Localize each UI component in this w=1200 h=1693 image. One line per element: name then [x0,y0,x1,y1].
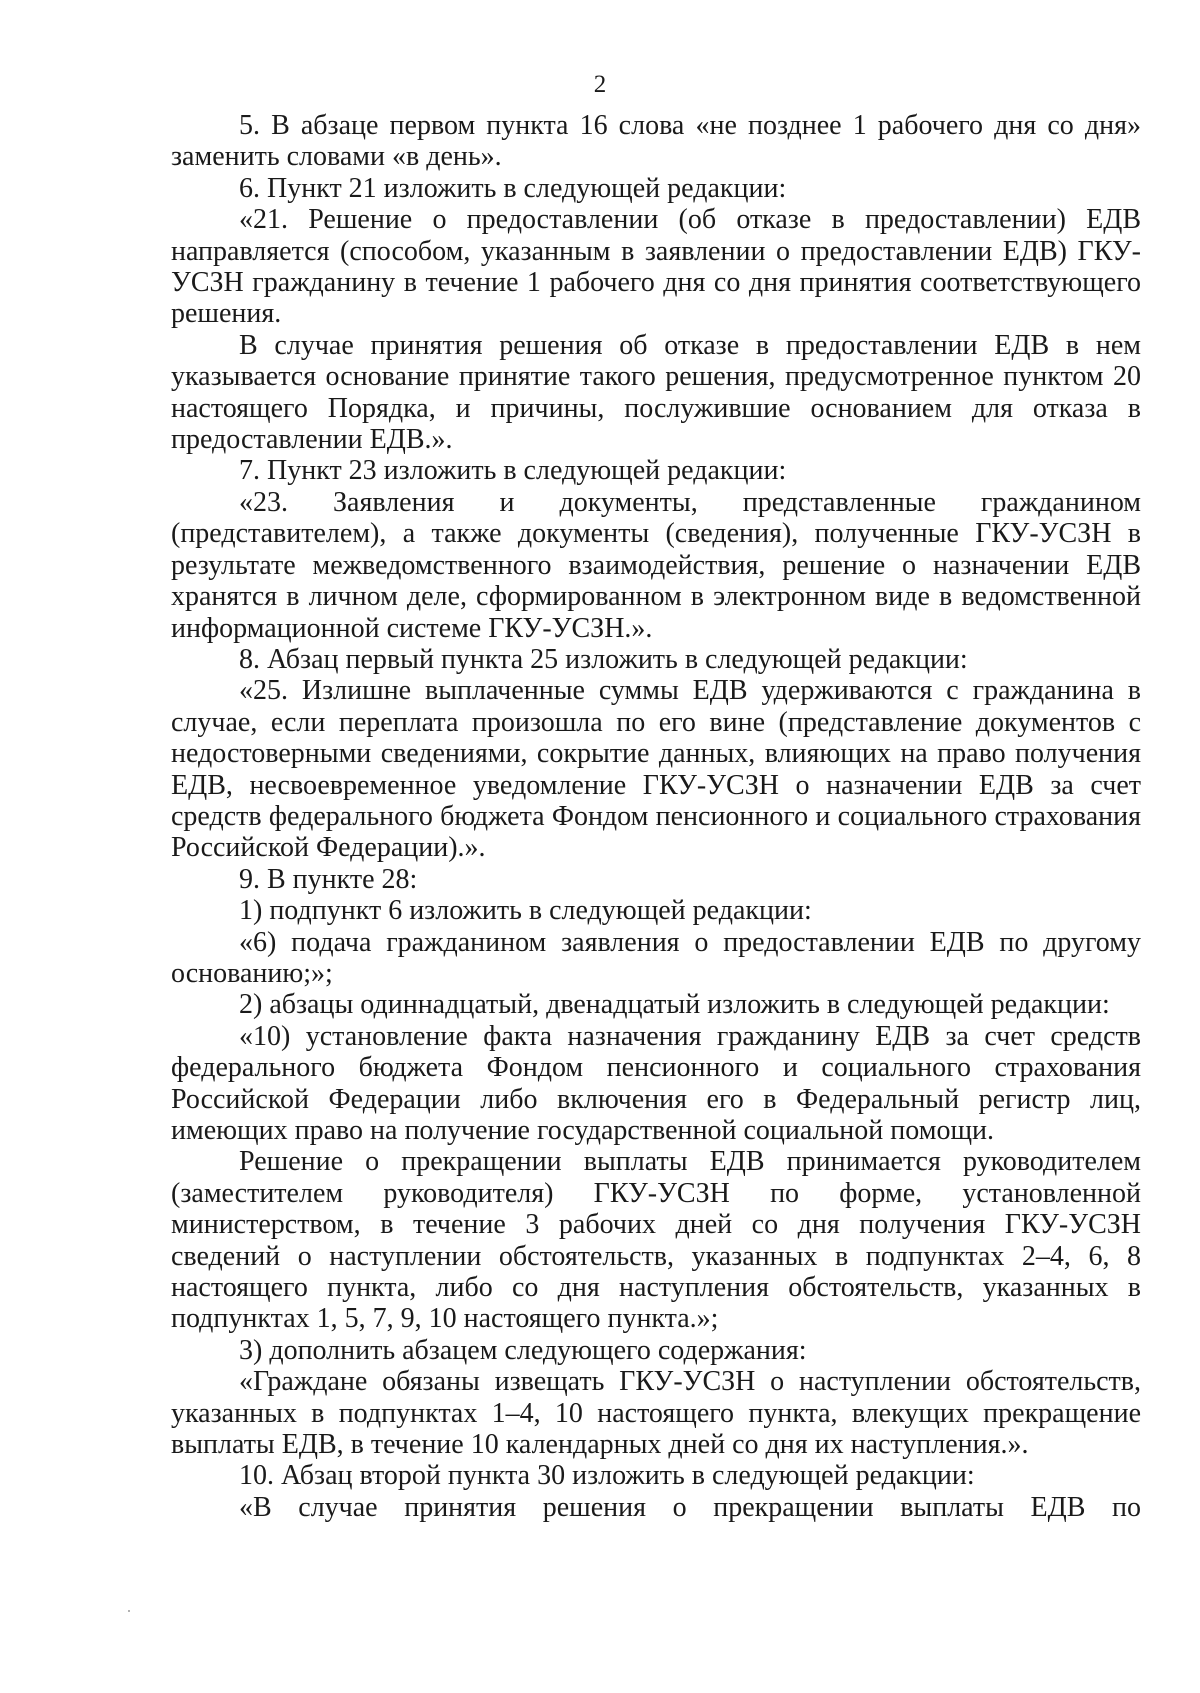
paragraph-quote-25: «25. Излишне выплаченные суммы ЕДВ удерживаются с гражданина в случае, если переплата произошла по его вине (представление документов с недостоверными сведениями, сокрытие данных, влияющих на право получения ЕДВ, несвоевременное уведомление ГКУ-УСЗН о назначении ЕДВ за счет средств федерального бюджета Фондом пенсионного и социального страхования Российской Федерации).». [171,675,1141,864]
paragraph-quote-21: «21. Решение о предоставлении (об отказе в предоставлении) ЕДВ направляется (способом, указанным в заявлении о предоставлении ЕДВ) ГКУ-УСЗН гражданину в течение 1 рабочего дня со дня принятия соответствующего решения. [171,204,1141,330]
paragraph-subitem-2: 2) абзацы одиннадцатый, двенадцатый изложить в следующей редакции: [239,989,1110,1021]
scan-speck [128,1610,130,1612]
paragraph-quote-21-refusal: В случае принятия решения об отказе в предоставлении ЕДВ в нем указывается основание принятие такого решения, предусмотренное пунктом 20 настоящего Порядка, и причины, послужившие основанием для отказа в предоставлении ЕДВ.». [171,329,1141,456]
page-number: 2 [593,71,607,98]
paragraph-quote-citizens: «Граждане обязаны извещать ГКУ-УСЗН о наступлении обстоятельств, указанных в подпунктах 1–4, 10 настоящего пункта, влекущих прекращение выплаты ЕДВ, в течение 10 календарных дней со дня их наступления.». [171,1366,1141,1461]
paragraph-quote-10: «10) установление факта назначения гражданину ЕДВ за счет средств федерального бюджета Фондом пенсионного и социального страхования Российской Федерации либо включения его в Федеральный регистр лиц, имеющих право на получение государственной социальной помощи. [171,1020,1141,1146]
paragraph-quote-30: «В случае принятия решения о прекращении выплаты ЕДВ по [239,1491,1141,1523]
document-body [171,110,1141,1523]
paragraph-subitem-3: 3) дополнить абзацем следующего содержания: [239,1334,807,1366]
paragraph-quote-23: «23. Заявления и документы, представленные гражданином (представителем), а также документы (сведения), полученные ГКУ-УСЗН в результате межведомственного взаимодействия, решение о назначении ЕДВ хранятся в личном деле, сформированном в электронном виде в ведомственной информационной системе ГКУ-УСЗН.». [171,486,1141,644]
paragraph-subitem-1: 1) подпункт 6 изложить в следующей редакции: [239,895,812,927]
paragraph-item-9: 9. В пункте 28: [239,863,418,895]
paragraph-item-8: 8. Абзац первый пункта 25 изложить в следующей редакции: [239,643,968,675]
paragraph-termination-decision: Решение о прекращении выплаты ЕДВ принимается руководителем (заместителем руководителя) ГКУ-УСЗН по форме, установленной министерством, в течение 3 рабочих дней со дня получения ГКУ-УСЗН сведений о наступлении обстоятельств, указанных в подпунктах 2–4, 6, 8 настоящего пункта, либо со дня наступления обстоятельств, указанных в подпунктах 1, 5, 7, 9, 10 настоящего пункта.»; [171,1146,1141,1335]
paragraph-item-5: 5. В абзаце первом пункта 16 слова «не позднее 1 рабочего дня со дня» заменить словами «в день». [171,110,1141,173]
paragraph-quote-6: «6) подача гражданином заявления о предоставлении ЕДВ по другому основанию;»; [171,926,1141,989]
paragraph-item-10: 10. Абзац второй пункта 30 изложить в следующей редакции: [239,1460,975,1492]
paragraph-item-7: 7. Пункт 23 изложить в следующей редакции: [239,455,787,487]
paragraph-item-6: 6. Пункт 21 изложить в следующей редакции: [239,172,787,204]
